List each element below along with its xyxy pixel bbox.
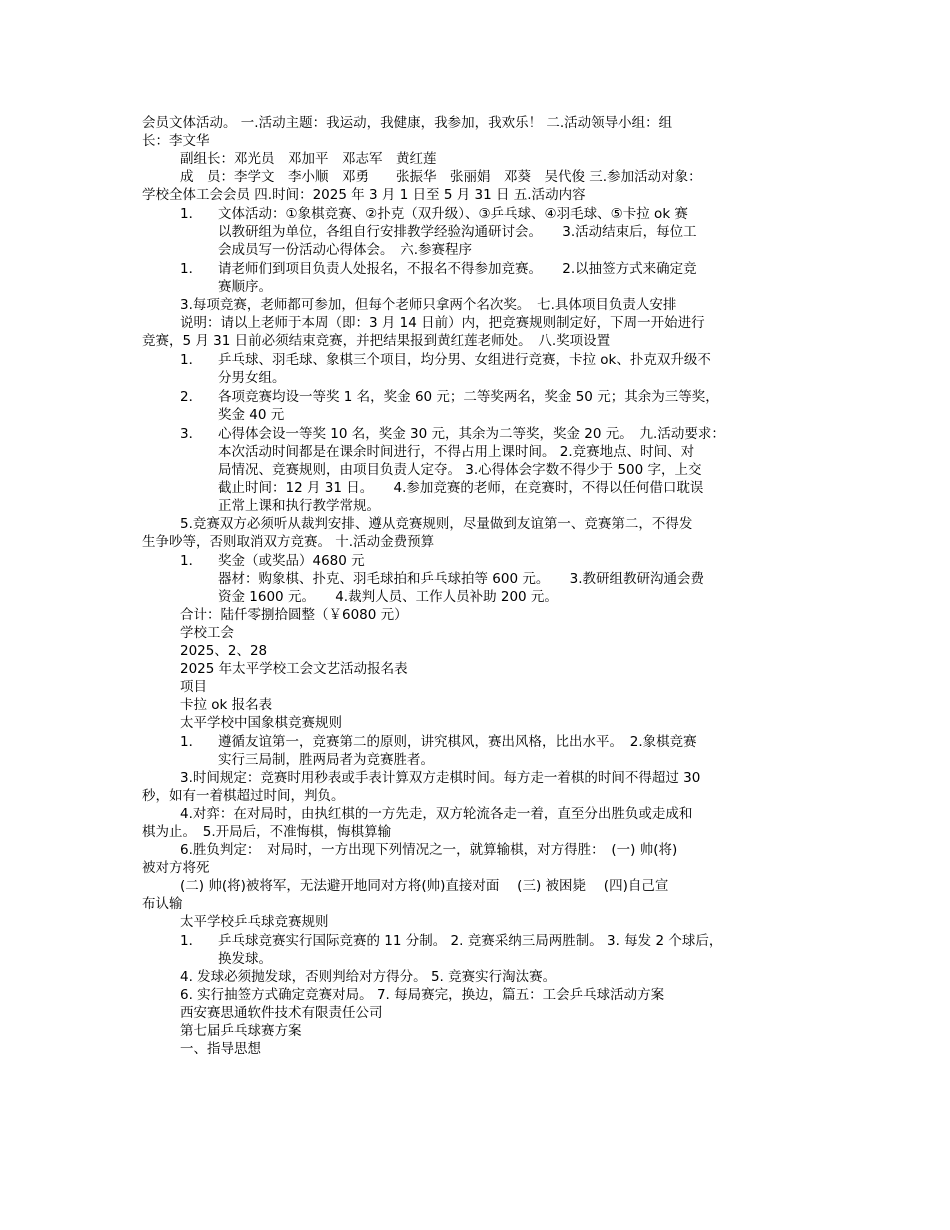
text-line: 学校工会 [180, 625, 234, 641]
list-number: 1． [180, 933, 203, 949]
text-line: 学校全体工会会员 四.时间：2025 年 3 月 1 日至 5 月 31 日 五.活动内容 [142, 187, 586, 203]
text-line: 副组长：邓光员 邓加平 邓志军 黄红莲 [180, 151, 437, 167]
list-number: 1． [180, 734, 203, 750]
list-number: 2． [180, 389, 203, 405]
text-line: 被对方将死 [142, 860, 210, 876]
text-line: 4.对弈：在对局时，由执红棋的一方先走，双方轮流各走一着，直至分出胜负或走成和 [180, 806, 693, 822]
text-line: 3.时间规定：竞赛时用秒表或手表计算双方走棋时间。每方走一着棋的时间不得超过 30 [180, 770, 701, 786]
text-line: 会成员写一份活动心得体会。 六.参赛程序 [218, 242, 473, 258]
text-line: 遵循友谊第一，竞赛第二的原则，讲究棋风，赛出风格，比出水平。 2.象棋竞赛 [218, 734, 697, 750]
text-line: 本次活动时间都是在课余时间进行，不得占用上课时间。 2.竞赛地点、时间、对 [218, 444, 695, 460]
text-line: 2025 年太平学校工会文艺活动报名表 [180, 661, 408, 677]
list-number: 1． [180, 206, 203, 222]
text-line: 赛顺序。 [218, 279, 272, 295]
text-line: 奖金 40 元 [218, 407, 285, 423]
text-line: 截止时间：12 月 31 日。 4.参加竞赛的老师，在竞赛时，不得以任何借口耽误 [218, 480, 704, 496]
text-line: 6.胜负判定： 对局时，一方出现下列情况之一，就算输棋，对方得胜： (一) 帅(将) [180, 842, 678, 858]
text-line: 项目 [180, 679, 207, 695]
text-line: 换发球。 [218, 951, 272, 967]
text-line: 竞赛，5 月 31 日前必须结束竞赛，并把结果报到黄红莲老师处。 八.奖项设置 [142, 333, 611, 349]
text-line: 局情况、竞赛规则，由项目负责人定夺。 3.心得体会字数不得少于 500 字，上交 [218, 462, 702, 478]
text-line: 太平学校中国象棋竞赛规则 [180, 715, 342, 731]
text-line: 各项竞赛均设一等奖 1 名，奖金 60 元；二等奖两名，奖金 50 元；其余为三等奖， [218, 389, 719, 405]
text-line: 2025、2、28 [180, 643, 268, 659]
text-line: 说明：请以上老师于本周（即：3 月 14 日前）内，把竞赛规则制定好，下周一开始进行 [180, 315, 705, 331]
text-line: 乒乓球竞赛实行国际竞赛的 11 分制。 2. 竞赛采纳三局两胜制。 3. 每发 2 个球后， [218, 933, 723, 949]
text-line: 文体活动：①象棋竞赛、②扑克（双升级）、③乒乓球、④羽毛球、⑤卡拉 ok 赛 [218, 206, 688, 222]
text-line: 会员文体活动。 一.活动主题：我运动，我健康，我参加，我欢乐！ 二.活动领导小组：组 [142, 115, 673, 131]
text-line: 奖金（或奖品）4680 元 [218, 553, 365, 569]
text-line: 正常上课和执行教学常规。 [218, 498, 380, 514]
text-line: 器材：购象棋、扑克、羽毛球拍和乒乓球拍等 600 元。 3.教研组教研沟通会费 [218, 571, 704, 587]
text-line: 成 员：李学文 李小顺 邓勇 张振华 张丽娟 邓葵 吴代俊 三.参加活动对象： [180, 169, 702, 185]
text-line: 西安赛思通软件技术有限责任公司 [180, 1005, 383, 1021]
list-number: 1． [180, 352, 203, 368]
text-line: 长：李文华 [142, 133, 210, 149]
text-line: 分男女组。 [218, 370, 286, 386]
list-number: 1． [180, 553, 203, 569]
text-line: 合计：陆仟零捌拾圆整（￥6080 元） [180, 607, 408, 623]
text-line: 4. 发球必须抛发球，否则判给对方得分。 5. 竞赛实行淘汰赛。 [180, 969, 557, 985]
text-line: 实行三局制，胜两局者为竞赛胜者。 [218, 752, 434, 768]
text-line: 资金 1600 元。 4.裁判人员、工作人员补助 200 元。 [218, 589, 558, 605]
text-line: 秒，如有一着棋超过时间，判负。 [142, 788, 345, 804]
text-line: 布认输 [142, 896, 183, 912]
text-line: 生争吵等，否则取消双方竞赛。 十.活动金费预算 [142, 534, 435, 550]
text-line: (二) 帅(将)被将军，无法避开地同对方将(帅)直接对面 (三) 被困毙 (四)自己宣 [180, 878, 669, 894]
text-line: 太平学校乒乓球竞赛规则 [180, 914, 329, 930]
text-line: 5.竞赛双方必须听从裁判安排、遵从竞赛规则，尽量做到友谊第一、竞赛第二，不得发 [180, 516, 693, 532]
text-line: 一、指导思想 [180, 1041, 261, 1057]
text-line: 心得体会设一等奖 10 名，奖金 30 元，其余为二等奖，奖金 20 元。 九.活动要求： [218, 426, 725, 442]
text-line: 以教研组为单位，各组自行安排教学经验沟通研讨会。 3.活动结束后，每位工 [218, 224, 697, 240]
text-line: 卡拉 ok 报名表 [180, 697, 273, 713]
text-line: 6. 实行抽签方式确定竞赛对局。 7. 每局赛完，换边，篇五：工会乒乓球活动方案 [180, 987, 665, 1003]
text-line: 棋为止。 5.开局后，不准悔棋，悔棋算输 [142, 824, 392, 840]
text-line: 3.每项竞赛，老师都可参加，但每个老师只拿两个名次奖。 七.具体项目负责人安排 [180, 297, 677, 313]
text-line: 请老师们到项目负责人处报名，不报名不得参加竞赛。 2.以抽签方式来确定竞 [218, 261, 697, 277]
text-line: 乒乓球、羽毛球、象棋三个项目，均分男、女组进行竞赛，卡拉 ok、扑克双升级不 [218, 352, 711, 368]
list-number: 1． [180, 261, 203, 277]
list-number: 3． [180, 426, 203, 442]
text-line: 第七届乒乓球赛方案 [180, 1023, 302, 1039]
